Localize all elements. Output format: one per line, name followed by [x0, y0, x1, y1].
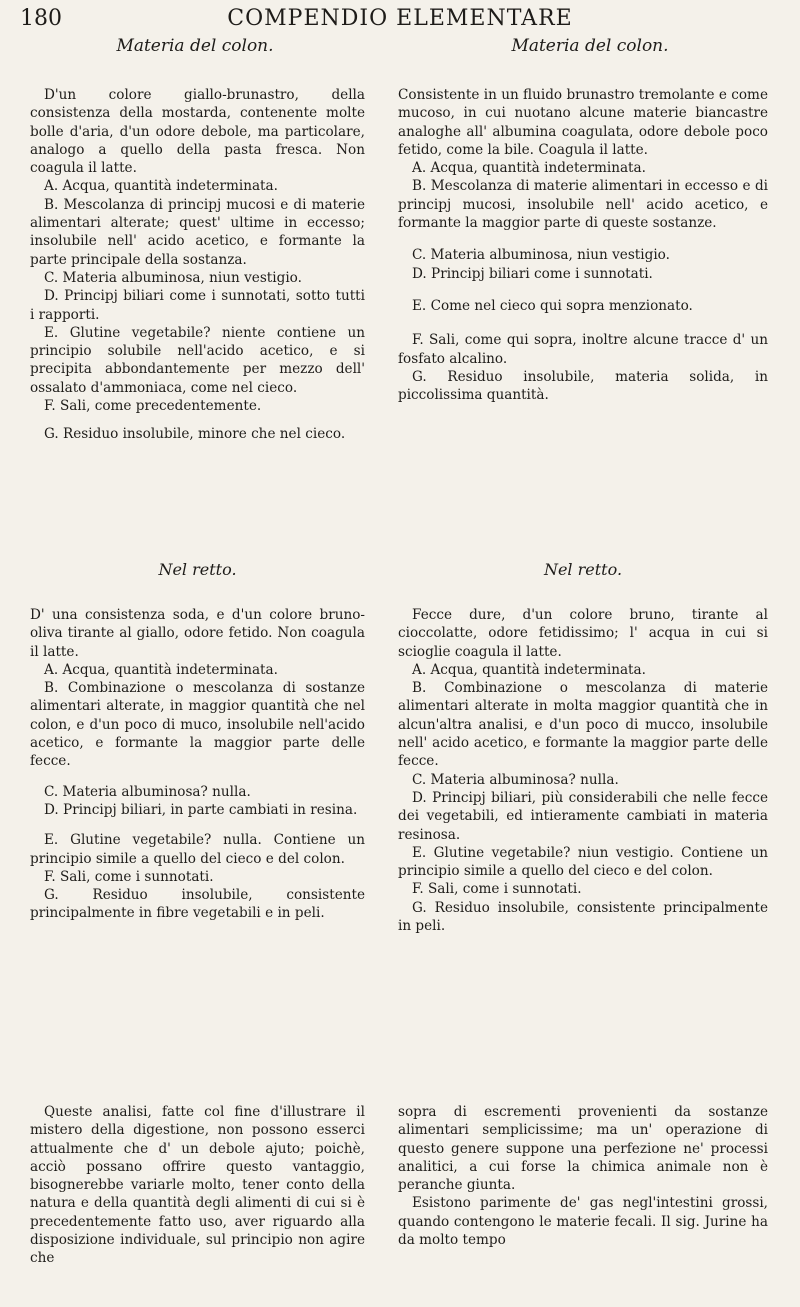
- paragraph: G. Residuo insolubile, consistente principalmente in peli.: [398, 899, 768, 935]
- paragraph: G. Residuo insolubile, consistente principalmente in fibre vegetabili e in peli.: [30, 887, 365, 922]
- left-colon-section: [30, 86, 365, 444]
- right-column-heading: Materia del colon.: [511, 36, 669, 56]
- paragraph: C. Materia albuminosa, niun vestigio.: [412, 247, 670, 264]
- paragraph: Queste analisi, fatte col fine d'illustrare il mistero della digestione, non possono esserci attualmente che d' un debole ajuto; poichè, acciò possano offrire questo vantaggio, bisognerebbe variarle molto, tener conto della natura e della quantità degli alimenti di cui si è precedentemente fatto uso, aver riguardo alla disposizione individuale, sul principio non agire che: [30, 1104, 365, 1267]
- paragraph: F. Sali, come precedentemente.: [44, 398, 262, 415]
- running-head: [20, 6, 780, 32]
- paragraph: F. Sali, come i sunnotati.: [412, 881, 582, 898]
- paragraph: B. Combinazione o mescolanza di sostanze alimentari alterate, in maggior quantità che nel colon, e d'un poco di muco, insolubile nell'acido acetico, e formante la maggior parte delle fecce.: [30, 680, 365, 770]
- right-closing-section: [398, 1103, 768, 1249]
- paragraph: D. Principj biliari, in parte cambiati in resina.: [44, 801, 358, 818]
- right-retto-section: [398, 606, 768, 935]
- paragraph: D'un colore giallo-brunastro, della consistenza della mostarda, contenente molte bolle d'aria, d'un odore debole, ma particolare, analogo a quello della pasta fresca. Non coagula il latte.: [30, 87, 365, 177]
- paragraph: B. Mescolanza di principj mucosi e di materie alimentari alterate; quest' ultime in eccesso; insolubile nell' acido acetico, e formante la parte principale della sostanza.: [30, 196, 365, 268]
- running-title: COMPENDIO ELEMENTARE: [227, 6, 573, 31]
- paragraph: A. Acqua, quantità indeterminata.: [44, 178, 278, 195]
- paragraph: Esistono parimente de' gas negl'intestini grossi, quando contengono le materie fecali. Il sig. Jurine ha da molto tempo: [398, 1195, 768, 1249]
- paragraph: Consistente in un fluido brunastro tremolante e come mucoso, in cui nuotano alcune materie biancastre analoghe all' albumina coagulata, odore debole poco fetido, come la bile. Coagula il latte.: [398, 87, 768, 158]
- paragraph: F. Sali, come i sunnotati.: [44, 868, 214, 885]
- paragraph: sopra di escrementi provenienti da sostanze alimentari semplicissime; ma un' operazione di questo genere suppone una perfezione ne' processi analitici, a cui forse la chimica animale non è peranche giunta.: [398, 1104, 768, 1194]
- paragraph: D. Principj biliari, più considerabili che nelle fecce dei vegetabili, ed intieramente cambiati in materia resinosa.: [398, 789, 768, 843]
- paragraph: A. Acqua, quantità indeterminata.: [412, 661, 646, 678]
- paragraph: C. Materia albuminosa, niun vestigio.: [44, 269, 302, 286]
- paragraph: G. Residuo insolubile, minore che nel cieco.: [44, 426, 346, 443]
- paragraph: A. Acqua, quantità indeterminata.: [412, 160, 646, 177]
- left-retto-section: [30, 606, 365, 923]
- paragraph: D. Principj biliari come i sunnotati, sotto tutti i rapporti.: [30, 288, 365, 323]
- paragraph: B. Combinazione o mescolanza di materie alimentari alterate in molta maggior quantità che in alcun'altra analisi, e d'un poco di mucco, insolubile nell' acido acetico, e formante la maggior parte delle fecce.: [398, 680, 768, 770]
- paragraph: B. Mescolanza di materie alimentari in eccesso e di principj mucosi, insolubile nell' acido acetico, e formante la maggior parte di queste sostanze.: [398, 178, 768, 232]
- paragraph: F. Sali, come qui sopra, inoltre alcune tracce d' un fosfato alcalino.: [398, 332, 768, 367]
- paragraph: E. Glutine vegetabile? niun vestigio. Contiene un principio simile a quello del cieco e del colon.: [398, 844, 768, 880]
- paragraph: E. Glutine vegetabile? niente contiene un principio solubile nell'acido acetico, e si precipita abbondantemente per mezzo dell' ossalato d'ammoniaca, come nel cieco.: [30, 324, 365, 396]
- paragraph: E. Come nel cieco qui sopra menzionato.: [412, 297, 693, 314]
- paragraph: Fecce dure, d'un colore bruno, tirante al cioccolatte, odore fetidissimo; l' acqua in cui si scioglie coagula il latte.: [398, 607, 768, 660]
- left-column-heading: Materia del colon.: [116, 36, 274, 56]
- paragraph: C. Materia albuminosa? nulla.: [412, 771, 619, 788]
- page-number: 180: [20, 6, 62, 31]
- paragraph: D. Principj biliari come i sunnotati.: [412, 265, 653, 282]
- paragraph: C. Materia albuminosa? nulla.: [44, 783, 251, 800]
- left-closing-section: [30, 1103, 365, 1268]
- paragraph: E. Glutine vegetabile? nulla. Contiene un principio simile a quello del cieco e del colon.: [30, 832, 365, 867]
- right-retto-heading: Nel retto.: [543, 560, 623, 579]
- paragraph: A. Acqua, quantità indeterminata.: [44, 661, 278, 678]
- paragraph: G. Residuo insolubile, materia solida, in piccolissima quantità.: [398, 368, 768, 404]
- right-colon-section: [398, 86, 768, 404]
- paragraph: D' una consistenza soda, e d'un colore bruno-oliva tirante al giallo, odore fetido. Non coagula il latte.: [30, 607, 365, 660]
- left-retto-heading: Nel retto.: [158, 560, 237, 579]
